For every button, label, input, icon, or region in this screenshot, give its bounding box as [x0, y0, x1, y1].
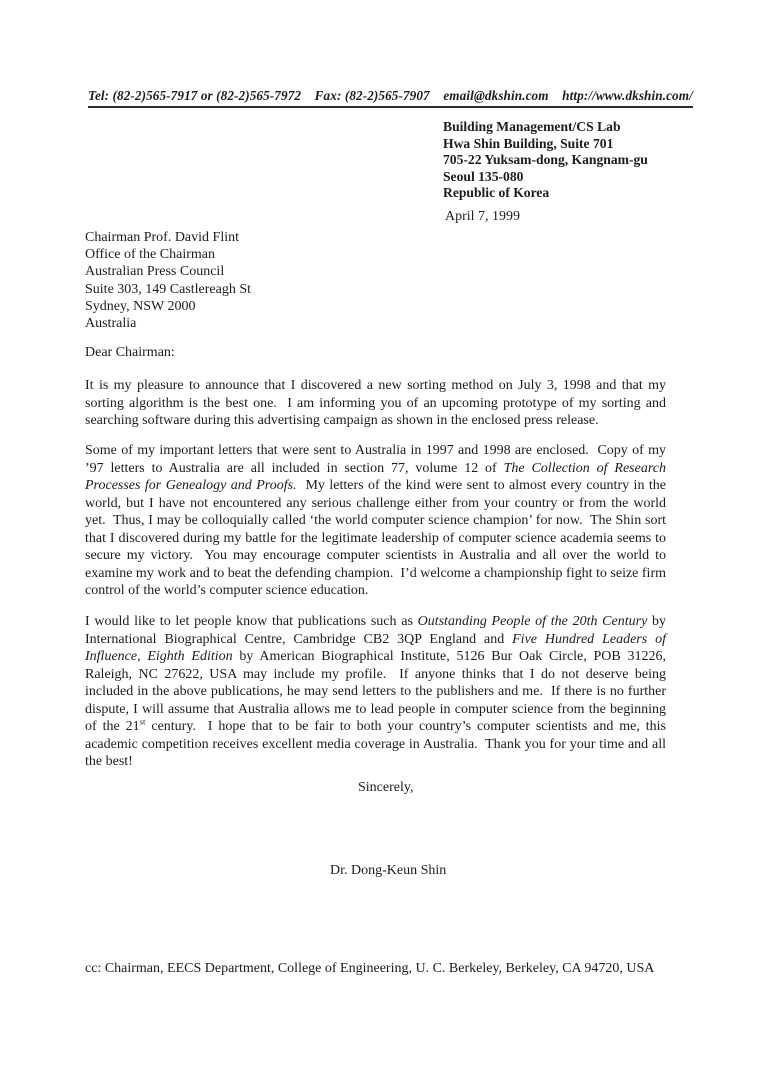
letter-date: April 7, 1999	[445, 209, 521, 224]
cc-line: cc: Chairman, EECS Department, College of Engineering, U. C. Berkeley, Berkeley, CA 94720, USA	[85, 961, 655, 976]
recipient-address-line: Sydney, NSW 2000	[85, 298, 196, 314]
sender-address-line: Building Management/CS Lab	[443, 119, 621, 134]
recipient-address-line: Suite 303, 149 Castlereagh St	[85, 281, 252, 297]
recipient-address	[85, 229, 251, 332]
sender-address-line: Republic of Korea	[443, 185, 550, 201]
recipient-address-line: Chairman Prof. David Flint	[85, 230, 239, 245]
sender-address-line: Seoul 135-080	[443, 168, 524, 184]
body-paragraph-3: I would like to let people know that publications such as Outstanding People of the 20th Century by International Biographical Centre, Cambridge CB2 3QP England and Five Hundred Leaders of Influence, Eighth Edition by American Biographical Institute, 5126 Bur Oak Circle, POB 31226, Raleigh, NC 27622, USA may include my profile. If anyone thinks that I do not deserve being included in the above publications, he may send letters to the publishers and me. If there is no further dispute, I will assume that Australia allows me to lead people in computer science from the beginning of the 21st century. I hope that to be fair to both your country’s computer scientists and me, this academic competition receives excellent media coverage in Australia. Thank you for your time and all the best!	[85, 614, 670, 769]
valediction: Sincerely,	[358, 780, 414, 795]
body-paragraph-1: It is my pleasure to announce that I discovered a new sorting method on July 3, 1998 and that my sorting algorithm is the best one. I am informing you of an upcoming prototype of my sorting and searching software during this advertising campaign as shown in the enclosed press release.	[85, 378, 670, 428]
sender-address	[443, 119, 648, 202]
body-paragraph-2: Some of my important letters that were sent to Australia in 1997 and 1998 are enclosed. Copy of my ’97 letters to Australia are all included in section 77, volume 12 of The Collection of Research Processes for Genealogy and Proofs. My letters of the kind were sent to almost every country in the world, but I have not encountered any serious challenge either from your country or from the world yet. Thus, I may be colloquially called ‘the world computer science champion’ for now. The Shin sort that I discovered during my battle for the legitimate leadership of computer science academia seems to secure my victory. You may encourage computer scientists in Australia and all over the world to examine my work and to beat the defending champion. I’d welcome a championship fight to seize firm control of the world’s computer science education.	[85, 443, 670, 598]
sender-address-line: 705-22 Yuksam-dong, Kangnam-gu	[443, 152, 648, 168]
recipient-address-line: Australian Press Council	[85, 264, 225, 280]
salutation: Dear Chairman:	[85, 345, 175, 360]
recipient-address-line: Office of the Chairman	[85, 247, 215, 263]
signature-name: Dr. Dong-Keun Shin	[330, 863, 447, 878]
sender-address-line: Hwa Shin Building, Suite 701	[443, 135, 614, 151]
recipient-address-line: Australia	[85, 316, 137, 332]
contact-header-line: Tel: (82-2)565-7917 or (82-2)565-7972 Fax: (82-2)565-7907 email@dkshin.com http://www.dkshin.com/	[88, 88, 693, 108]
